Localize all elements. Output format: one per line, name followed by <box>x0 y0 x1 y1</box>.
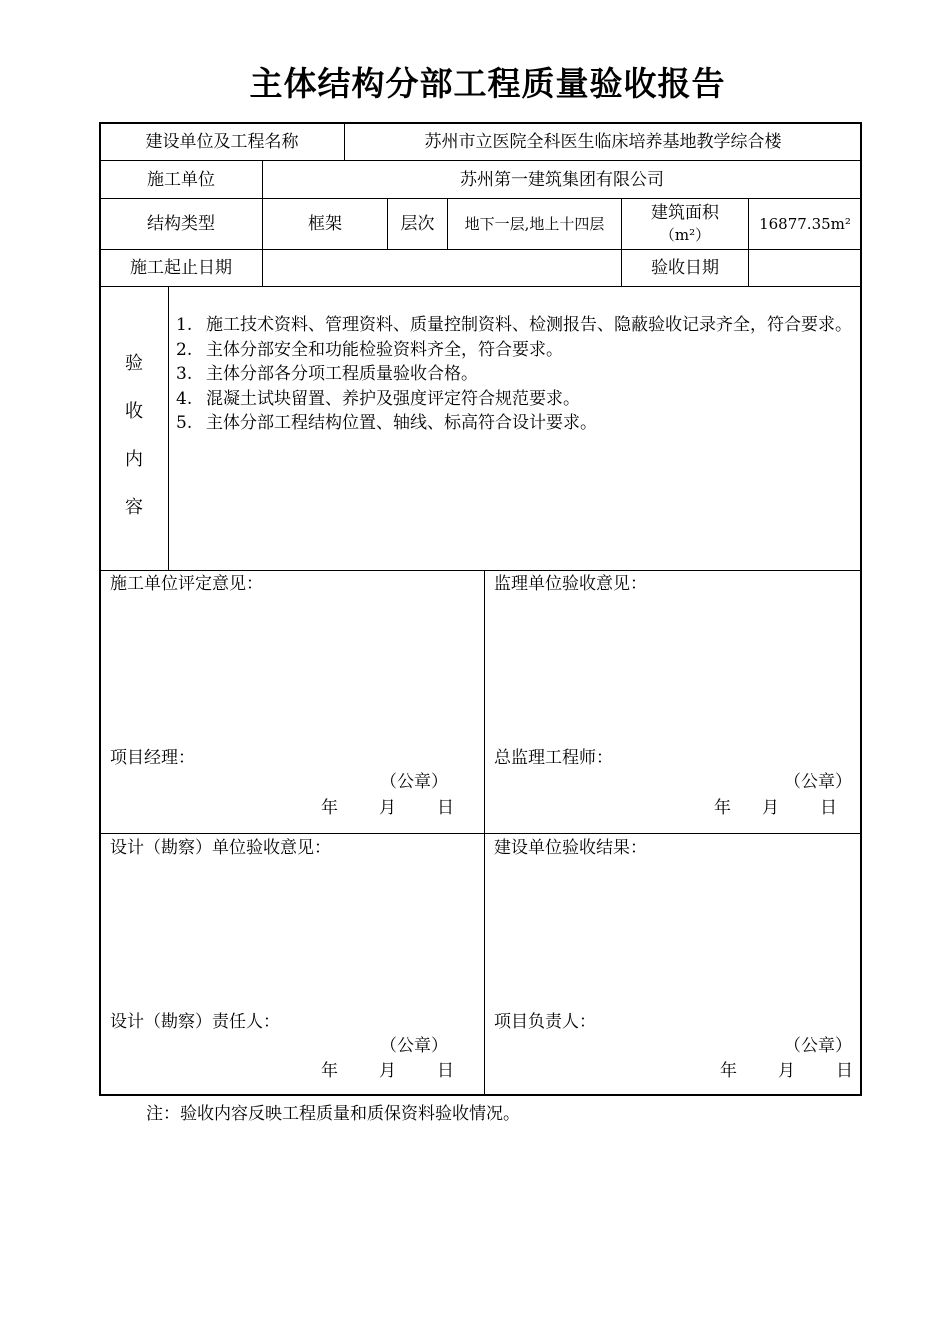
design-seal: （公章） <box>380 1036 448 1056</box>
contractor-opinion-title: 施工单位评定意见： <box>110 574 263 594</box>
item-number: 5. <box>176 413 193 433</box>
supervisor-seal: （公章） <box>784 772 852 792</box>
content-list <box>176 313 860 436</box>
contractor-year: 年 <box>321 798 338 818</box>
design-signer: 设计（勘察）责任人： <box>110 1012 280 1032</box>
supervisor-year: 年 <box>714 798 731 818</box>
col-divider <box>168 286 169 570</box>
project-value: 苏州市立医院全科医生临床培养基地教学综合楼 <box>424 131 782 152</box>
area-label-line1: 建筑面积 <box>651 203 719 223</box>
col-divider <box>484 570 485 1095</box>
contractor-signer: 项目经理： <box>110 748 195 768</box>
area-label <box>622 199 748 249</box>
item-text: 施工技术资料、管理资料、质量控制资料、检测报告、隐蔽验收记录齐全，符合要求。 <box>206 315 852 335</box>
row-divider <box>100 833 861 834</box>
row-divider <box>100 286 861 287</box>
item-text: 主体分部各分项工程质量验收合格。 <box>206 364 478 384</box>
supervisor-month: 月 <box>762 798 779 818</box>
supervisor-day: 日 <box>820 798 837 818</box>
row-divider <box>100 570 861 571</box>
project-label: 建设单位及工程名称 <box>145 131 299 152</box>
list-item <box>176 362 860 387</box>
structure-value: 框架 <box>308 214 342 234</box>
list-item <box>176 313 860 338</box>
owner-seal: （公章） <box>784 1036 852 1056</box>
structure-label: 结构类型 <box>147 214 215 234</box>
design-day: 日 <box>437 1061 454 1081</box>
contractor-value: 苏州第一建筑集团有限公司 <box>460 169 664 190</box>
owner-result-title: 建设单位验收结果： <box>494 838 647 858</box>
floors-value: 地下一层,地上十四层 <box>464 215 605 233</box>
owner-day: 日 <box>836 1061 853 1081</box>
item-number: 4. <box>176 388 193 409</box>
owner-year: 年 <box>720 1061 737 1081</box>
item-text: 主体分部安全和功能检验资料齐全，符合要求。 <box>206 339 563 360</box>
contractor-month: 月 <box>379 798 396 818</box>
dates-value <box>263 250 621 286</box>
area-value: 16877.35m² <box>759 215 851 233</box>
floors-label: 层次 <box>400 214 435 234</box>
area-label-line2: （m²） <box>659 226 711 244</box>
supervisor-opinion-title: 监理单位验收意见： <box>494 574 647 594</box>
content-label-char: 容 <box>125 497 143 518</box>
acceptance-date-label: 验收日期 <box>651 258 719 278</box>
content-label-char: 验 <box>125 353 143 374</box>
dates-label: 施工起止日期 <box>130 258 232 278</box>
design-year: 年 <box>321 1061 338 1081</box>
owner-signer: 项目负责人： <box>494 1012 596 1032</box>
item-number: 1. <box>176 315 193 335</box>
contractor-day: 日 <box>437 798 454 818</box>
contractor-seal: （公章） <box>380 772 448 792</box>
list-item <box>176 387 860 412</box>
acceptance-date-value <box>749 250 861 286</box>
design-opinion-title: 设计（勘察）单位验收意见： <box>110 838 331 858</box>
item-number: 3. <box>176 364 193 384</box>
owner-month: 月 <box>778 1061 795 1081</box>
content-label <box>100 340 168 532</box>
list-item <box>176 338 860 363</box>
supervisor-signer: 总监理工程师： <box>494 748 613 768</box>
item-number: 2. <box>176 339 193 360</box>
contractor-label: 施工单位 <box>147 169 215 190</box>
item-text: 混凝土试块留置、养护及强度评定符合规范要求。 <box>206 388 580 409</box>
footnote: 注：验收内容反映工程质量和质保资料验收情况。 <box>146 1104 520 1124</box>
list-item <box>176 411 860 436</box>
page-title: 主体结构分部工程质量验收报告 <box>249 64 726 103</box>
item-text: 主体分部工程结构位置、轴线、标高符合设计要求。 <box>206 413 597 433</box>
content-label-char: 内 <box>125 449 143 470</box>
content-label-char: 收 <box>125 401 143 422</box>
design-month: 月 <box>379 1061 396 1081</box>
